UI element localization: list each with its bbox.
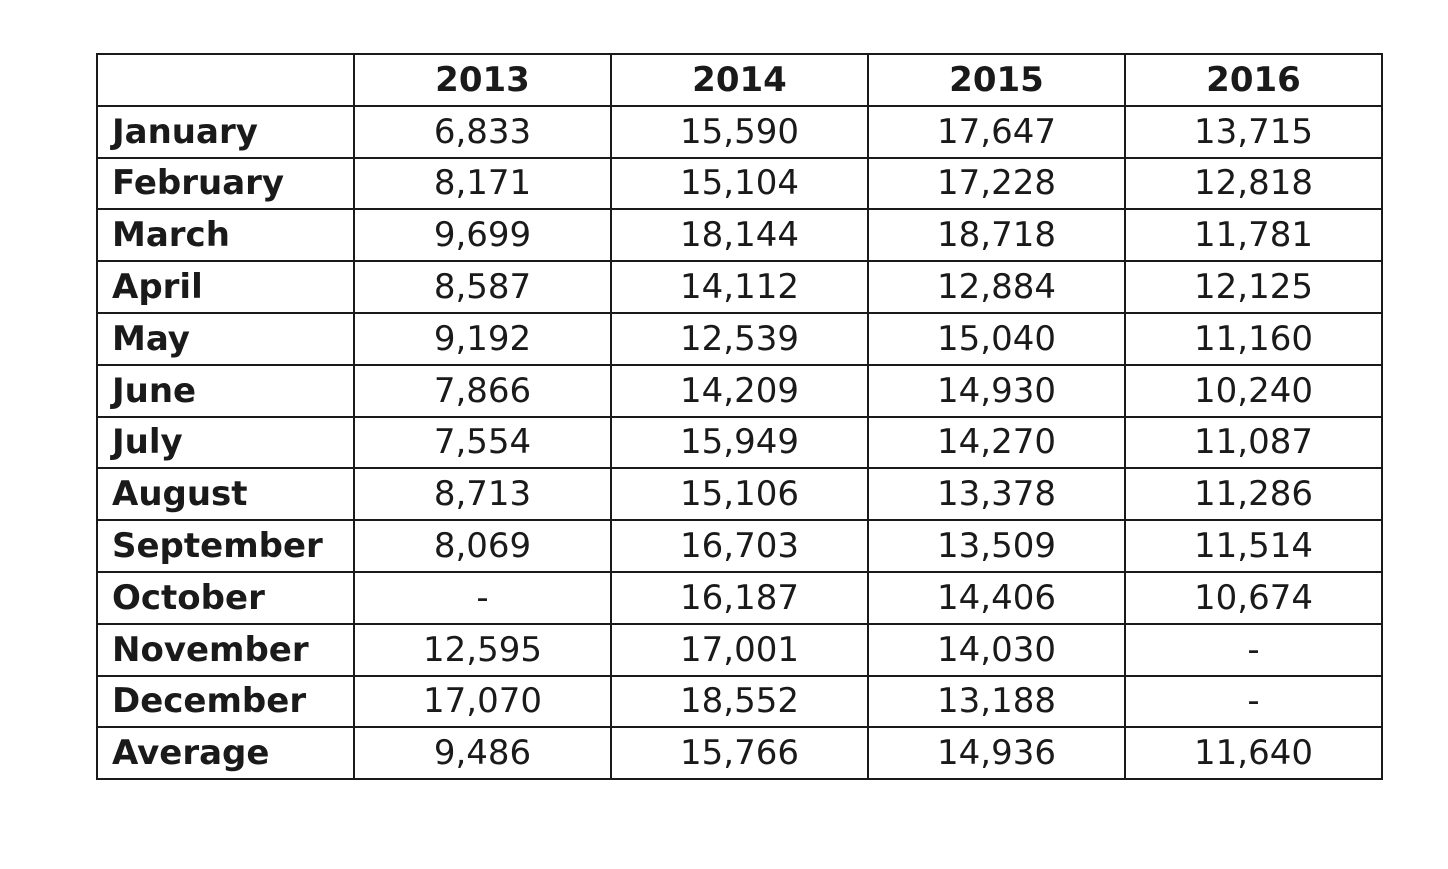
value-cell: 14,030 bbox=[868, 624, 1125, 676]
year-header: 2014 bbox=[611, 54, 868, 106]
data-table bbox=[96, 53, 1383, 780]
value-cell: 8,069 bbox=[354, 520, 611, 572]
value-cell: 12,884 bbox=[868, 261, 1125, 313]
value-cell: 17,001 bbox=[611, 624, 868, 676]
value-cell: 12,539 bbox=[611, 313, 868, 365]
month-label: January bbox=[97, 106, 354, 158]
value-cell: 6,833 bbox=[354, 106, 611, 158]
value-cell: 16,187 bbox=[611, 572, 868, 624]
value-cell: 15,040 bbox=[868, 313, 1125, 365]
value-cell: 18,718 bbox=[868, 209, 1125, 261]
value-cell: 17,070 bbox=[354, 676, 611, 728]
month-label: October bbox=[97, 572, 354, 624]
table-row bbox=[97, 313, 1382, 365]
table-row bbox=[97, 520, 1382, 572]
value-cell: 14,930 bbox=[868, 365, 1125, 417]
value-cell: 12,125 bbox=[1125, 261, 1382, 313]
year-header: 2016 bbox=[1125, 54, 1382, 106]
value-cell: 18,552 bbox=[611, 676, 868, 728]
value-cell: 8,587 bbox=[354, 261, 611, 313]
value-cell: 15,106 bbox=[611, 468, 868, 520]
value-cell: 10,674 bbox=[1125, 572, 1382, 624]
average-row bbox=[97, 727, 1382, 779]
table-row bbox=[97, 572, 1382, 624]
value-cell: 16,703 bbox=[611, 520, 868, 572]
table-row bbox=[97, 209, 1382, 261]
table-row bbox=[97, 106, 1382, 158]
year-header: 2013 bbox=[354, 54, 611, 106]
value-cell: 15,949 bbox=[611, 417, 868, 469]
table-row bbox=[97, 261, 1382, 313]
table-row bbox=[97, 676, 1382, 728]
header-row bbox=[97, 54, 1382, 106]
table-row bbox=[97, 158, 1382, 210]
value-cell: 17,647 bbox=[868, 106, 1125, 158]
year-header: 2015 bbox=[868, 54, 1125, 106]
value-cell: - bbox=[1125, 676, 1382, 728]
value-cell: 11,514 bbox=[1125, 520, 1382, 572]
value-cell: 12,818 bbox=[1125, 158, 1382, 210]
value-cell: 18,144 bbox=[611, 209, 868, 261]
month-label: April bbox=[97, 261, 354, 313]
month-label: March bbox=[97, 209, 354, 261]
value-cell: 11,781 bbox=[1125, 209, 1382, 261]
month-label: September bbox=[97, 520, 354, 572]
value-cell: 14,112 bbox=[611, 261, 868, 313]
value-cell: 11,286 bbox=[1125, 468, 1382, 520]
value-cell: 8,171 bbox=[354, 158, 611, 210]
month-label: November bbox=[97, 624, 354, 676]
average-cell: 9,486 bbox=[354, 727, 611, 779]
value-cell: 10,240 bbox=[1125, 365, 1382, 417]
corner-cell bbox=[97, 54, 354, 106]
value-cell: 12,595 bbox=[354, 624, 611, 676]
month-label: December bbox=[97, 676, 354, 728]
month-label: February bbox=[97, 158, 354, 210]
value-cell: 15,104 bbox=[611, 158, 868, 210]
value-cell: 13,378 bbox=[868, 468, 1125, 520]
average-cell: 15,766 bbox=[611, 727, 868, 779]
value-cell: 15,590 bbox=[611, 106, 868, 158]
month-label: August bbox=[97, 468, 354, 520]
value-cell: 9,699 bbox=[354, 209, 611, 261]
value-cell: 11,087 bbox=[1125, 417, 1382, 469]
value-cell: 11,160 bbox=[1125, 313, 1382, 365]
value-cell: 8,713 bbox=[354, 468, 611, 520]
average-cell: 11,640 bbox=[1125, 727, 1382, 779]
table-row bbox=[97, 417, 1382, 469]
month-label: June bbox=[97, 365, 354, 417]
value-cell: 14,406 bbox=[868, 572, 1125, 624]
month-label: July bbox=[97, 417, 354, 469]
table-row bbox=[97, 624, 1382, 676]
average-label: Average bbox=[97, 727, 354, 779]
value-cell: 13,188 bbox=[868, 676, 1125, 728]
value-cell: 13,509 bbox=[868, 520, 1125, 572]
value-cell: - bbox=[354, 572, 611, 624]
value-cell: 14,209 bbox=[611, 365, 868, 417]
average-cell: 14,936 bbox=[868, 727, 1125, 779]
value-cell: - bbox=[1125, 624, 1382, 676]
value-cell: 9,192 bbox=[354, 313, 611, 365]
value-cell: 14,270 bbox=[868, 417, 1125, 469]
table-row bbox=[97, 365, 1382, 417]
month-label: May bbox=[97, 313, 354, 365]
table-row bbox=[97, 468, 1382, 520]
value-cell: 17,228 bbox=[868, 158, 1125, 210]
value-cell: 13,715 bbox=[1125, 106, 1382, 158]
value-cell: 7,554 bbox=[354, 417, 611, 469]
value-cell: 7,866 bbox=[354, 365, 611, 417]
